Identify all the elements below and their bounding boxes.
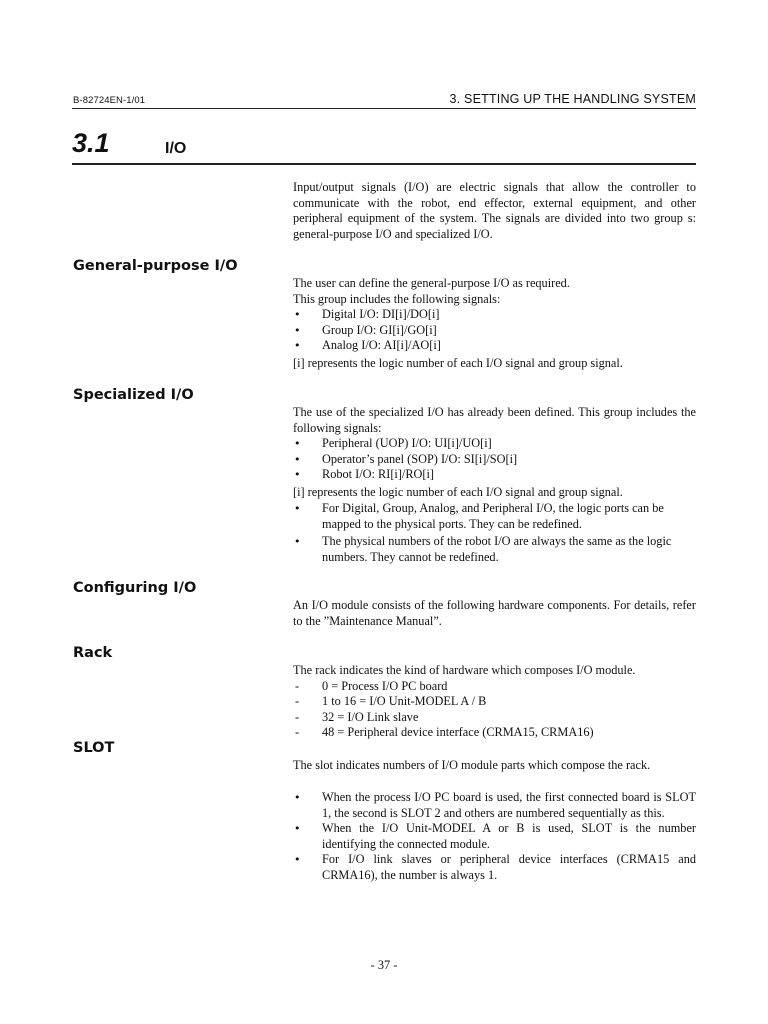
rack-text: The rack indicates the kind of hardware which composes I/O module.	[293, 663, 636, 677]
heading-general-purpose-io: General-purpose I/O	[73, 258, 238, 274]
list-item: - 0 = Process I/O PC board	[293, 679, 696, 695]
general-signal-list	[293, 307, 696, 354]
document-id: B-82724EN-1/01	[73, 95, 146, 106]
list-item: • Analog I/O: AI[i]/AO[i]	[293, 338, 696, 354]
list-item: • Group I/O: GI[i]/GO[i]	[293, 323, 696, 339]
rack-values-list	[293, 679, 696, 741]
specialized-signal-list	[293, 436, 696, 483]
list-item: • When the I/O Unit-MODEL A or B is used, SLOT is the number identifying the connected module.	[293, 821, 696, 852]
list-item: - 48 = Peripheral device interface (CRMA15, CRMA16)	[293, 725, 696, 741]
specialized-note: [i] represents the logic number of each I/O signal and group signal.	[293, 485, 623, 499]
general-line-2: This group includes the following signals:	[293, 291, 501, 306]
list-item: - 1 to 16 = I/O Unit-MODEL A / B	[293, 694, 696, 710]
slot-notes-list	[293, 790, 696, 883]
list-item: • For Digital, Group, Analog, and Peripheral I/O, the logic ports can be mapped to the physical ports. They can be redefined.	[293, 501, 696, 532]
page-number: - 37 -	[370, 958, 398, 972]
chapter-title: 3. SETTING UP THE HANDLING SYSTEM	[449, 92, 696, 106]
general-note: [i] represents the logic number of each I/O signal and group signal.	[293, 356, 623, 370]
slot-text: The slot indicates numbers of I/O module parts which compose the rack.	[293, 758, 651, 772]
list-item: • Peripheral (UOP) I/O: UI[i]/UO[i]	[293, 436, 696, 452]
list-item: • The physical numbers of the robot I/O are always the same as the logic numbers. They cannot be redefined.	[293, 534, 696, 565]
configuring-text: An I/O module consists of the following hardware components. For details, refer to the ”Maintenance Manual”.	[293, 598, 696, 628]
list-item: • When the process I/O PC board is used, the first connected board is SLOT 1, the second is SLOT 2 and others are numbered sequentially as this.	[293, 790, 696, 821]
list-item: - 32 = I/O Link slave	[293, 710, 696, 726]
list-item: • Robot I/O: RI[i]/RO[i]	[293, 467, 696, 483]
general-line-1: The user can define the general-purpose I/O as required.	[293, 276, 570, 290]
heading-slot: SLOT	[73, 740, 115, 756]
heading-specialized-io: Specialized I/O	[73, 387, 194, 403]
heading-rack: Rack	[73, 645, 113, 661]
specialized-intro: The use of the specialized I/O has already been defined. This group includes the following signals:	[293, 405, 696, 435]
header-rule	[72, 108, 696, 109]
list-item: • For I/O link slaves or peripheral device interfaces (CRMA15 and CRMA16), the number is always 1.	[293, 852, 696, 883]
heading-configuring-io: Configuring I/O	[73, 580, 197, 596]
specialized-notes-list	[293, 501, 696, 565]
section-number: 3.1	[72, 128, 110, 158]
intro-paragraph: Input/output signals (I/O) are electric signals that allow the controller to communicate with the robot, end effector, external equipment, and other peripheral equipment of the system. The signals are divided into two group s: general-purpose I/O and specialized I/O.	[293, 180, 696, 241]
section-title: I/O	[165, 140, 187, 157]
section-rule	[72, 163, 696, 165]
list-item: • Operator’s panel (SOP) I/O: SI[i]/SO[i]	[293, 452, 696, 468]
list-item: • Digital I/O: DI[i]/DO[i]	[293, 307, 696, 323]
